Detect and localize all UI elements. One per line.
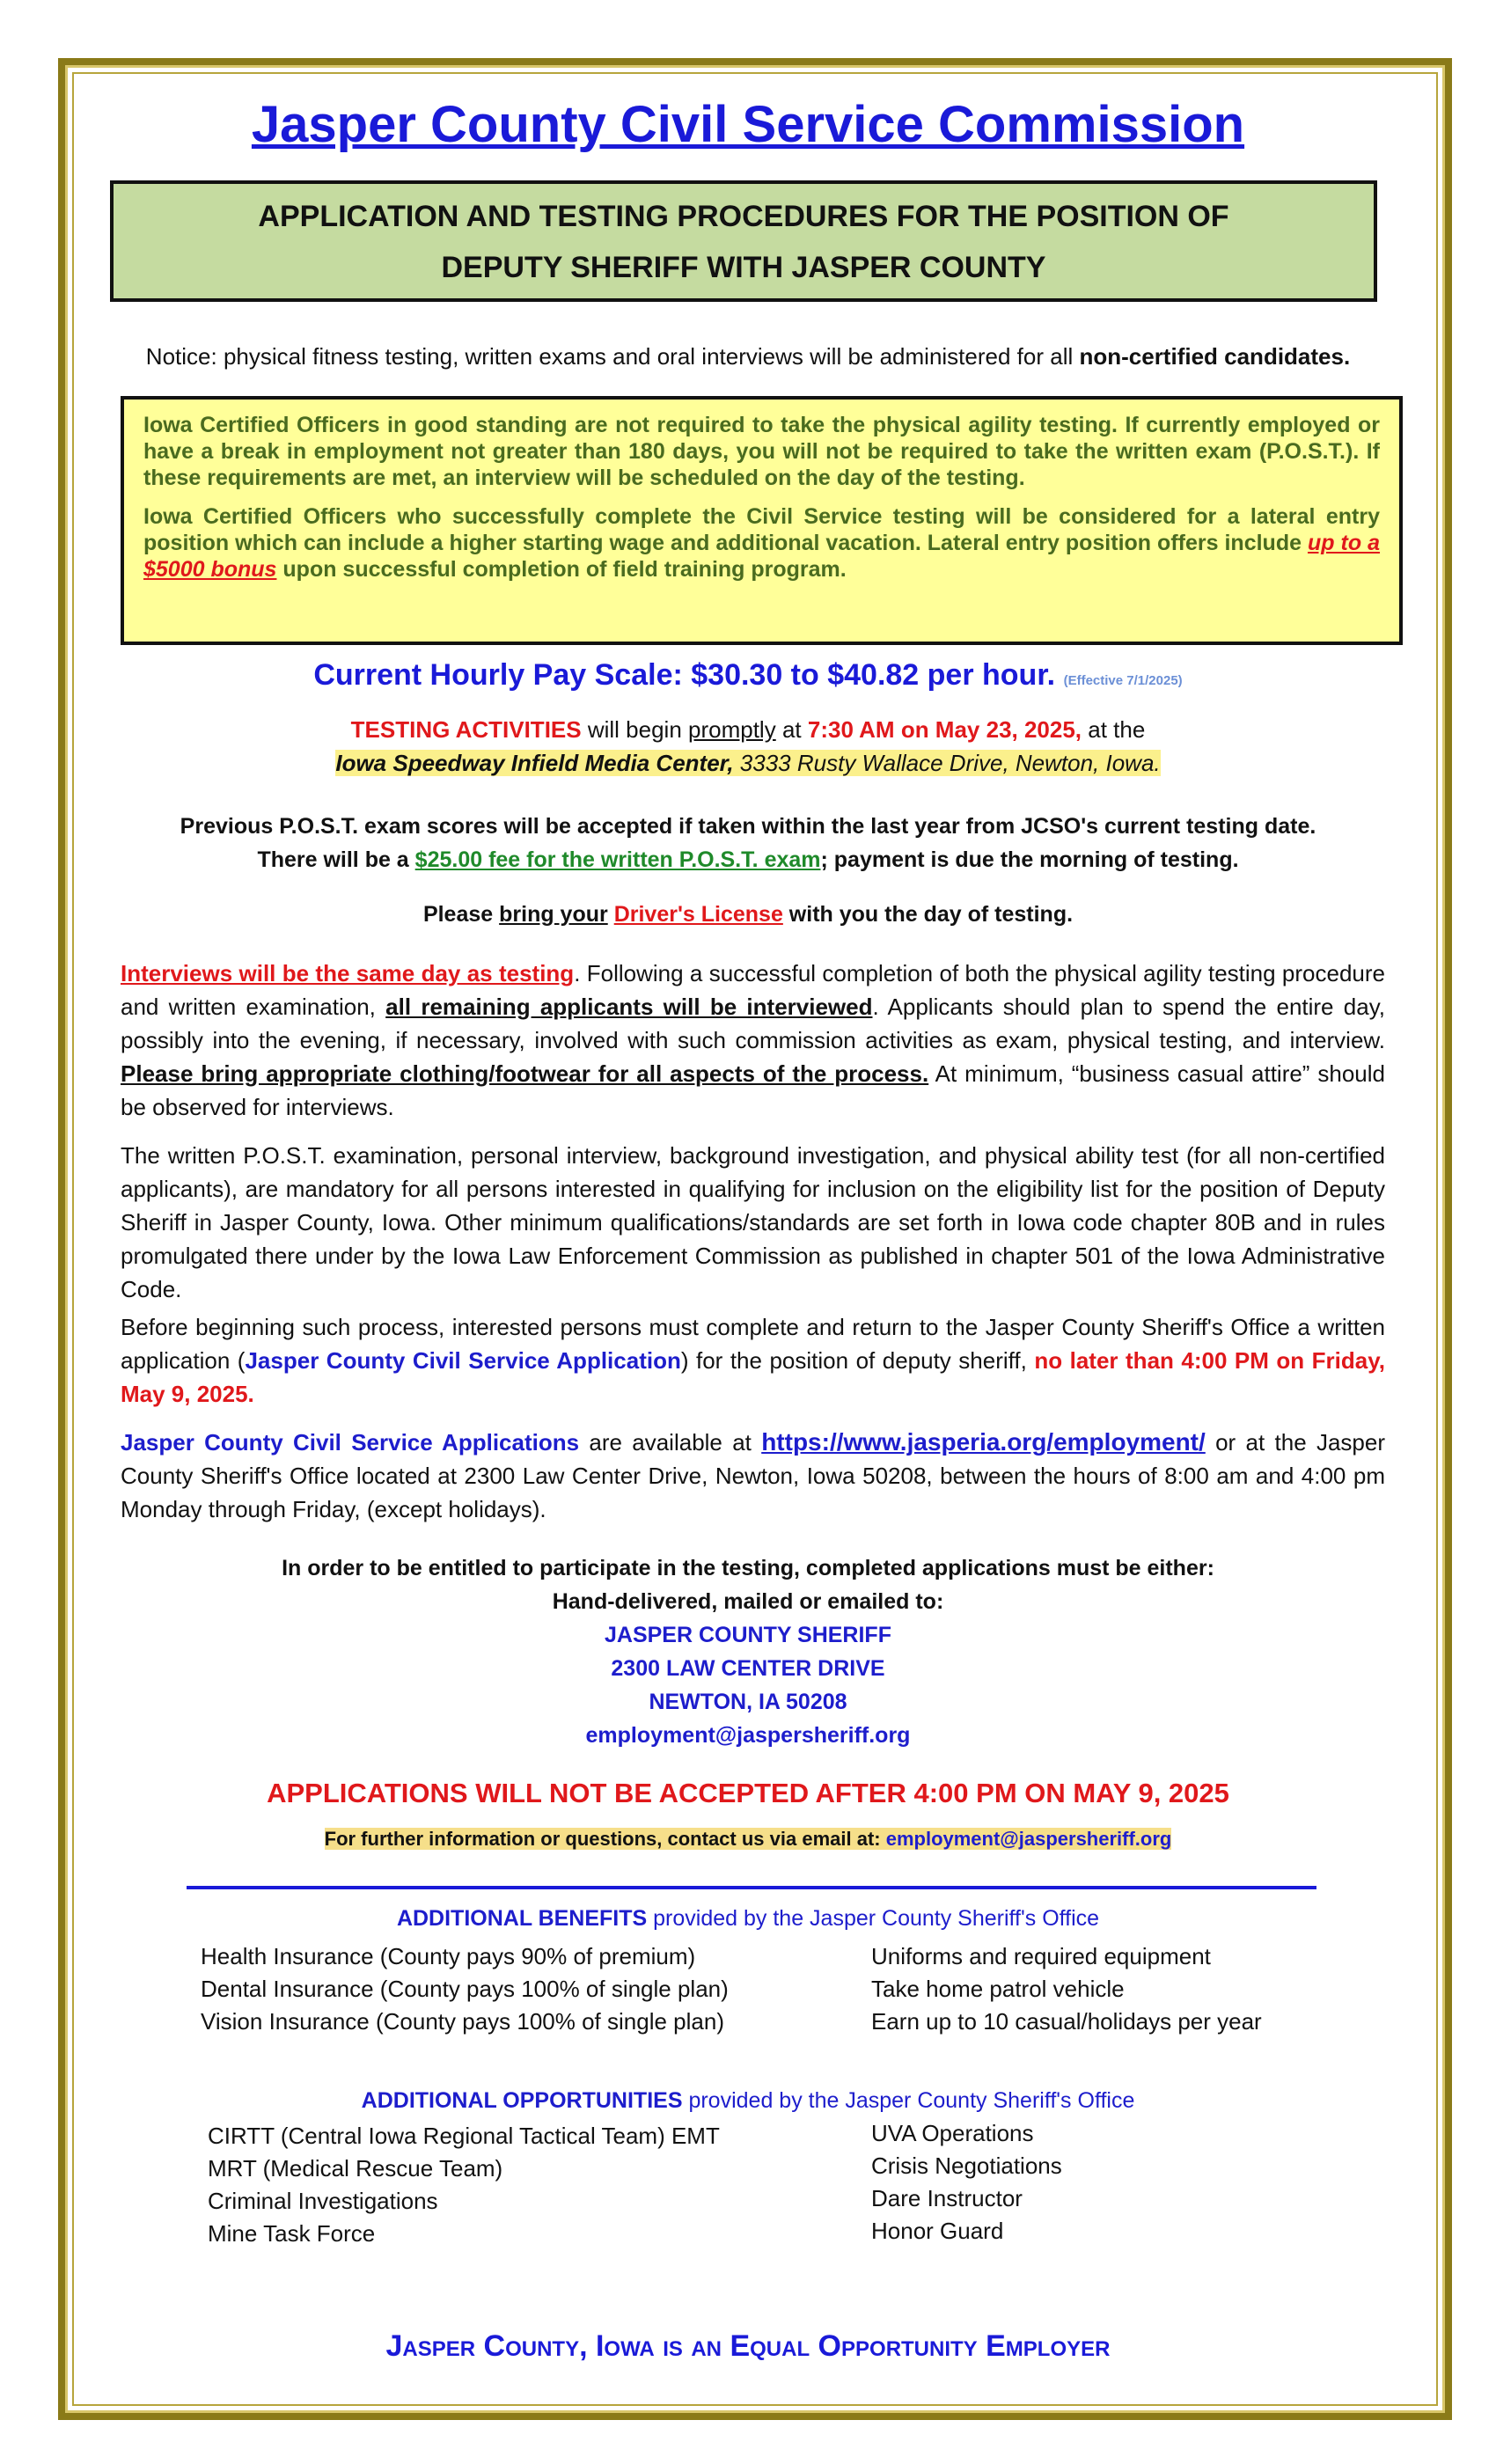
mandatory-paragraph: The written P.O.S.T. examination, personal interview, background investigation, and physical ability test (for all non-certified applicants), are mandatory for all persons interested in qualifying for inclusion on the eligibility list for the position of Deputy Sheriff in Jasper County, Iowa. Other minimum qualifications/standards are set forth in Iowa code chapter 80B and in rules promulgated there under by the Iowa Law Enforcement Commission as published in chapter 501 of the Iowa Administrative Code. (121, 1142, 1385, 1302)
availability-t2: or at the Jasper County Sheriff's Office located at 2300 Law Center Drive, Newton, Iowa 50208, between the hours of 8:00 am and 4:00 pm Monday through Friday, (except holidays). (121, 1429, 1385, 1522)
post-scores (0, 810, 1496, 876)
pay-scale (0, 658, 1496, 693)
license-c (608, 902, 614, 927)
benefits-heading-bold: ADDITIONAL BENEFITS (396, 1906, 648, 1931)
availability-paragraph (121, 1426, 1385, 1526)
list-item: Take home patrol vehicle (871, 1976, 1125, 2002)
license-e: with you the day of testing. (782, 902, 1074, 927)
testing-venue: Iowa Speedway Infield Media Center, (335, 750, 734, 776)
bonus-text: up to a $5000 bonus (143, 531, 1380, 582)
pay-scale-text: Current Hourly Pay Scale: $30.30 to $40.82 per hour. (313, 658, 1056, 692)
divider (187, 1886, 1316, 1889)
availability-label: Jasper County Civil Service Applications (121, 1429, 580, 1456)
license-a: Please (422, 902, 500, 927)
post-scores-line-1: Previous P.O.S.T. exam scores will be accepted if taken within the last year from JCSO's current testing date. (180, 814, 1316, 839)
interviews-t1: . Following a successful completion of both the physical agility testing procedure and written examination, (121, 960, 1385, 1020)
page-title: Jasper County Civil Service Commission (251, 96, 1245, 153)
equal-opportunity-footer: Jasper County, Iowa is an Equal Opportunity Employer (385, 2329, 1111, 2363)
certified-para-2-text: Iowa Certified Officers who successfully complete the Civil Service testing will be considered for a lateral entry position which can include a higher starting wage and additional vacation. Lateral entry position offers include (143, 504, 1380, 555)
certified-para-2 (143, 503, 1380, 583)
opportunities-heading-rest: provided by the Jasper County Sheriff's Office (682, 2088, 1135, 2113)
submission-line-2: Hand-delivered, mailed or emailed to: (552, 1589, 944, 1614)
testing-when: 7:30 AM on May 23, 2025, (807, 716, 1082, 743)
list-item: Health Insurance (County pays 90% of premium) (201, 1943, 696, 1969)
list-item: Earn up to 10 casual/holidays per year (871, 2008, 1262, 2035)
list-item: UVA Operations (871, 2120, 1034, 2146)
contact-text: For further information or questions, contact us via email at: (324, 1828, 886, 1850)
list-item: Criminal Investigations (208, 2188, 438, 2214)
post-fee: $25.00 fee for the written P.O.S.T. exam (414, 847, 821, 872)
address-line-3: NEWTON, IA 50208 (649, 1690, 847, 1714)
benefits-left (201, 1940, 729, 2038)
opportunities-heading-bold: ADDITIONAL OPPORTUNITIES (361, 2088, 683, 2113)
header-box (110, 180, 1377, 302)
list-item: Crisis Negotiations (871, 2152, 1062, 2179)
submission-email[interactable]: employment@jaspersheriff.org (585, 1723, 911, 1748)
availability-t1: are available at (579, 1429, 762, 1456)
list-item: Vision Insurance (County pays 100% of single plan) (201, 2008, 724, 2035)
before-t2: ) for the position of deputy sheriff, (680, 1347, 1035, 1374)
submission-line-1: In order to be entitled to participate in the testing, completed applications must be either: (282, 1556, 1214, 1580)
notice (0, 343, 1496, 370)
notice-bold: non-certified candidates. (1079, 343, 1351, 370)
certified-para-2-end: upon successful completion of field training program. (276, 557, 847, 582)
certified-officers-box (121, 396, 1403, 645)
testing-label: TESTING ACTIVITIES (350, 716, 582, 743)
interviews-red: Interviews will be the same day as testing (121, 960, 575, 986)
interviews-u2: Please bring appropriate clothing/footwear for all aspects of the process. (121, 1060, 929, 1087)
interviews-t3: At minimum, “business casual attire” should be observed for interviews. (121, 1060, 1385, 1120)
license-reminder (0, 898, 1496, 931)
application-name: Jasper County Civil Service Application (245, 1347, 681, 1374)
post-scores-line-2b: ; payment is due the morning of testing. (820, 847, 1239, 872)
submission-block (0, 1551, 1496, 1752)
pay-effective: (Effective 7/1/2025) (1063, 673, 1183, 688)
warning-banner: APPLICATIONS WILL NOT BE ACCEPTED AFTER 4:00 PM ON MAY 9, 2025 (267, 1778, 1229, 1808)
list-item: Dental Insurance (County pays 100% of single plan) (201, 1976, 729, 2002)
post-scores-line-2a: There will be a (257, 847, 415, 872)
opportunities-left (208, 2120, 720, 2250)
list-item: Uniforms and required equipment (871, 1943, 1211, 1969)
notice-text: Notice: physical fitness testing, written exams and oral interviews will be administered for all (145, 343, 1080, 370)
testing-text-3: at the (1082, 716, 1146, 743)
list-item: Honor Guard (871, 2218, 1004, 2244)
list-item: Dare Instructor (871, 2185, 1023, 2211)
header-line-2: DEPUTY SHERIFF WITH JASPER COUNTY (441, 251, 1046, 284)
header-line-1: APPLICATION AND TESTING PROCEDURES FOR THE POSITION OF (258, 200, 1229, 233)
interviews-u1: all remaining applicants will be interviewed (385, 994, 873, 1020)
interviews-t2: . Applicants should plan to spend the entire day, possibly into the evening, if necessary, involved with such commission activities as exam, physical testing, and interview. (121, 994, 1385, 1053)
address-line-1: JASPER COUNTY SHERIFF (605, 1623, 891, 1647)
certified-para-1: Iowa Certified Officers in good standing are not required to take the physical agility testing. If currently employed or have a break in employment not greater than 180 days, you will not be required to take the written exam (P.O.S.T.). If these requirements are met, an interview will be scheduled on the day of the testing. (143, 413, 1380, 490)
license-d: Driver's License (613, 902, 783, 927)
contact-line (0, 1828, 1496, 1851)
before-t1: Before beginning such process, interested persons must complete and return to the Jasper County Sheriff's Office a written application ( (121, 1314, 1385, 1374)
testing-text-2: at (775, 716, 808, 743)
testing-text-1: will begin (581, 716, 689, 743)
testing-activities (0, 713, 1496, 780)
employment-link[interactable]: https://www.jasperia.org/employment/ (761, 1428, 1206, 1456)
license-b: bring your (499, 902, 608, 927)
benefits-heading (0, 1906, 1496, 1932)
interviews-paragraph (121, 957, 1385, 1124)
before-paragraph (121, 1310, 1385, 1411)
opportunities-heading (0, 2088, 1496, 2114)
benefits-heading-rest: provided by the Jasper County Sheriff's Office (647, 1906, 1100, 1931)
testing-address: 3333 Rusty Wallace Drive, Newton, Iowa. (733, 750, 1161, 776)
testing-promptly: promptly (688, 716, 776, 743)
address-line-2: 2300 LAW CENTER DRIVE (611, 1656, 885, 1681)
opportunities-right (871, 2117, 1062, 2248)
list-item: MRT (Medical Rescue Team) (208, 2155, 503, 2182)
benefits-right (871, 1940, 1262, 2038)
list-item: Mine Task Force (208, 2220, 376, 2247)
list-item: CIRTT (Central Iowa Regional Tactical Team) EMT (208, 2123, 720, 2149)
deadline-text: no later than 4:00 PM on Friday, May 9, 2025. (121, 1347, 1385, 1407)
contact-email[interactable]: employment@jaspersheriff.org (885, 1828, 1172, 1850)
